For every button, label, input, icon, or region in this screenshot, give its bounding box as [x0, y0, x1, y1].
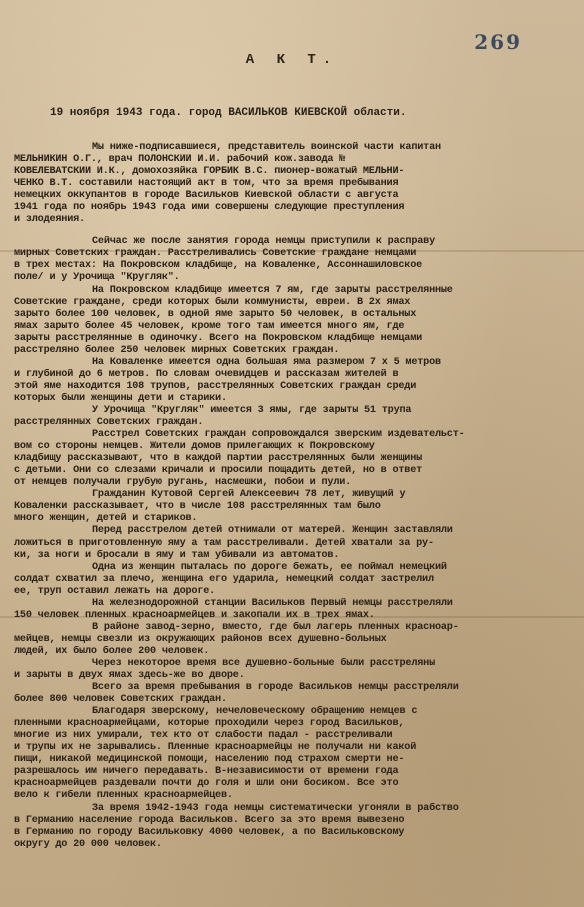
text-line: и зарыты в двух ямах здесь-же во дворе.	[14, 670, 245, 682]
text-line: солдат схватил за плечо, женщина его ударила, немецкий солдат застрелил	[14, 573, 434, 585]
text-line: и глубиной до 6 метров. По словам очевидцев и рассказам жителей в	[14, 368, 399, 380]
text-line: и трупы их не зарывались. Пленные красноармейцы не получали ни какой	[14, 742, 417, 754]
text-line: Гражданин Кутовой Сергей Алексеевич 78 лет, живущий у	[92, 489, 406, 501]
text-line: в трех местах: На Покровском кладбище, на Коваленке, Ассоннашиловское	[14, 260, 423, 272]
text-line: поле/ и у Урочища "Кругляк".	[14, 272, 180, 284]
text-line: За время 1942-1943 года немцы систематически угоняли в рабство	[92, 802, 459, 814]
text-line: ложиться в приготовленную яму а там расстреливали. Детей хватали за ру-	[14, 537, 434, 549]
text-line: Коваленки рассказывает, что в числе 108 расстрелянных там было	[14, 501, 381, 513]
text-line: Расстрел Советских граждан сопровождался зверским издевательст-	[92, 429, 465, 441]
text-line: Советские граждане, среди которых были коммунисты, евреи. В 2х ямах	[14, 296, 411, 308]
text-line: которых были женщины дети и старики.	[14, 392, 227, 404]
text-line: ки, за ноги и бросали в яму и там убивали из автоматов.	[14, 549, 340, 561]
archive-page-number: 269	[474, 30, 522, 54]
text-line: кладбищу рассказывают, что в каждой партии расстрелянных были женщины	[14, 453, 423, 465]
document-title: А К Т.	[245, 52, 339, 68]
text-line: Сейчас же после занятия города немцы приступили к расправу	[92, 236, 435, 248]
text-line: У Урочища "Кругляк" имеется 3 ямы, где зарыты 51 трупа	[92, 404, 412, 416]
text-line: 1941 года по ноябрь 1943 года ими совершены следующие преступления	[14, 202, 405, 214]
text-line: КОВЕЛЕВАТСКИЙ И.К., домохозяйка ГОРБИК В.С. пионер-вожатый МЕЛЬНИ-	[14, 166, 405, 178]
text-line: Через некоторое время все душевно-больные были расстреляны	[92, 657, 435, 669]
text-line: от немцев получали грубую ругань, насмешки, побои и пули.	[14, 477, 352, 489]
document-body	[14, 142, 574, 851]
text-line: округу до 20 000 человек.	[14, 838, 162, 850]
text-line: На железнодорожной станции Васильков Первый немцы расстреляли	[92, 597, 453, 609]
text-line: и злодеяния.	[14, 214, 85, 226]
text-line: зарыто более 100 человек, в одной яме зарыто 50 человек, в остальных	[14, 308, 417, 320]
text-line: вело к гибели пленных красноармейцев.	[14, 790, 233, 802]
text-line: вом со стороны немцев. Жители домов прилегающих к Покровскому	[14, 441, 375, 453]
text-line: В районе завод-зерно, вместо, где был лагерь пленных красноар-	[92, 621, 459, 633]
text-line: пленными красноармейцами, которые проходили через город Васильков,	[14, 718, 405, 730]
line-spacer	[14, 226, 574, 236]
text-line: На Коваленке имеется одна большая яма размером 7 x 5 метров	[92, 356, 441, 368]
text-line: ЧЕНКО В.Т. составили настоящий акт в том, что за время пребывания	[14, 178, 399, 190]
text-line: зарыты расстрелянные в одиночку. Всего на Покровском кладбище немцами	[14, 332, 423, 344]
text-line: мейцев, немцы свезли из окружающих районов всех душевно-больных	[14, 633, 387, 645]
text-line: людей, их было более 200 человек.	[14, 645, 210, 657]
text-line: красноармейцев раздевали почти до голя и шли они босиком. Все это	[14, 778, 399, 790]
document-dateline: 19 ноября 1943 года. город ВАСИЛЬКОВ КИЕВСКОЙ области.	[50, 107, 407, 119]
text-line: Всего за время пребывания в городе Васильков немцы расстреляли	[92, 682, 459, 694]
text-line: расстрелянных Советских граждан.	[14, 417, 204, 429]
text-line: с детьми. Они со слезами кричали и просили пощадить детей, но в ответ	[14, 465, 423, 477]
text-line: 150 человек пленных красноармейцев и закопали их в трех ямах.	[14, 609, 375, 621]
text-line: Благодаря зверскому, нечеловеческому обращению немцев с	[92, 706, 418, 718]
text-line: немецких оккупантов в городе Васильков Киевской области с августа	[14, 190, 399, 202]
text-line: ее, труп оставил лежать на дороге.	[14, 585, 216, 597]
text-line: расстреляно более 250 человек мирных Советских граждан.	[14, 344, 340, 356]
text-line: более 800 человек Советских граждан.	[14, 694, 227, 706]
text-line: в Германию по городу Васильковку 4000 человек, а по Васильковскому	[14, 826, 405, 838]
text-line: Перед расстрелом детей отнимали от матерей. Женщин заставляли	[92, 525, 453, 537]
text-line: Одна из женщин пыталась по дороге бежать, ее поймал немецкий	[92, 561, 447, 573]
text-line: МЕЛЬНИКИН О.Г., врач ПОЛОНСКИЙ И.И. рабочий кож.завода №	[14, 154, 346, 166]
text-line: этой яме находится 108 трупов, расстрелянных Советских граждан среди	[14, 380, 417, 392]
text-line: в Германию население города Васильков. Всего за это время вывезено	[14, 814, 405, 826]
text-line: много женщин, детей и стариков.	[14, 513, 198, 525]
text-line: пищи, никакой медицинской помощи, населению под страхом смерти не-	[14, 754, 405, 766]
text-line: разрешалось им ничего передавать. В-независимости от времени года	[14, 766, 399, 778]
text-line: ямах зарыто более 45 человек, кроме того там имеется много ям, где	[14, 320, 405, 332]
text-line: мирных Советских граждан. Расстреливались Советские граждане немцами	[14, 248, 417, 260]
text-line: многие из них умирали, тех кто от слабости падал - расстреливали	[14, 730, 393, 742]
text-line: На Покровском кладбище имеется 7 ям, где зарыты расстрелянные	[92, 284, 453, 296]
text-line: Мы ниже-подписавшиеся, представитель воинской части капитан	[92, 142, 441, 153]
